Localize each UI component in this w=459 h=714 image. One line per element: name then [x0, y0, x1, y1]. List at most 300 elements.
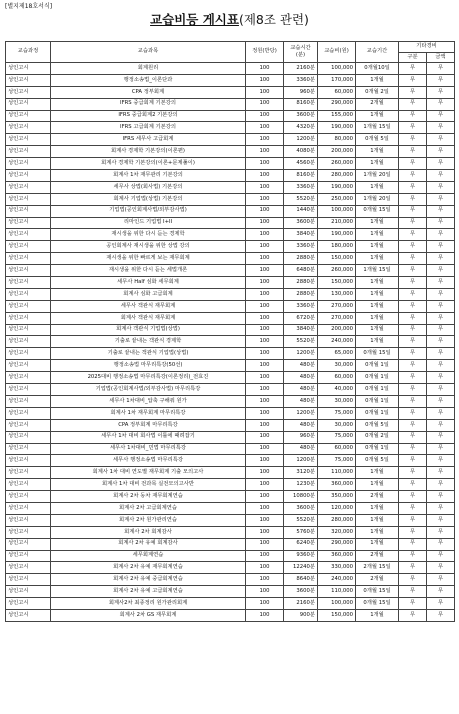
- cell-amount: 무: [427, 407, 455, 419]
- cell-time: 4560분: [284, 158, 318, 170]
- cell-fee: 240,000: [318, 336, 356, 348]
- table-row: [6, 229, 455, 241]
- cell-category: 무: [399, 526, 427, 538]
- cell-category: 무: [399, 384, 427, 396]
- table-row: [6, 526, 455, 538]
- table-row: [6, 443, 455, 455]
- cell-fee: 270,000: [318, 312, 356, 324]
- cell-amount: 무: [427, 538, 455, 550]
- cell-capacity: 100: [246, 502, 284, 514]
- table-row: [6, 288, 455, 300]
- cell-category: 무: [399, 110, 427, 122]
- cell-capacity: 100: [246, 467, 284, 479]
- cell-subject: 회계사 1차 재무관리 기본강의: [51, 170, 246, 182]
- cell-subject: 회계사 객관식 재무회계: [51, 312, 246, 324]
- cell-amount: 무: [427, 241, 455, 253]
- cell-subject: 회계사 2차 유예 재무회계연습: [51, 562, 246, 574]
- cell-process: 성인고시: [6, 158, 51, 170]
- cell-process: 성인고시: [6, 514, 51, 526]
- cell-period: 0개월 5일: [356, 455, 399, 467]
- cell-amount: 무: [427, 479, 455, 491]
- cell-process: 성인고시: [6, 324, 51, 336]
- cell-fee: 30,000: [318, 360, 356, 372]
- cell-fee: 65,000: [318, 348, 356, 360]
- cell-fee: 80,000: [318, 134, 356, 146]
- cell-process: 성인고시: [6, 241, 51, 253]
- cell-amount: 무: [427, 395, 455, 407]
- cell-category: 무: [399, 514, 427, 526]
- cell-capacity: 100: [246, 336, 284, 348]
- cell-subject: IFRS 중급회계2 기본강의: [51, 110, 246, 122]
- cell-time: 3840분: [284, 229, 318, 241]
- header-process: 교습과정: [6, 42, 51, 63]
- cell-amount: 무: [427, 598, 455, 610]
- cell-subject: 회계사 2차 동차 재무회계연습: [51, 491, 246, 503]
- table-row: [6, 336, 455, 348]
- cell-period: 0개월 1일: [356, 407, 399, 419]
- cell-period: 1개월: [356, 467, 399, 479]
- cell-capacity: 100: [246, 170, 284, 182]
- cell-fee: 330,000: [318, 562, 356, 574]
- cell-category: 무: [399, 324, 427, 336]
- cell-capacity: 100: [246, 431, 284, 443]
- cell-process: 성인고시: [6, 538, 51, 550]
- table-row: [6, 384, 455, 396]
- cell-process: 성인고시: [6, 205, 51, 217]
- cell-subject: 회계사 경제학 기본강의(이론+문제풀이): [51, 158, 246, 170]
- cell-time: 480분: [284, 419, 318, 431]
- cell-fee: 130,000: [318, 288, 356, 300]
- table-row: [6, 455, 455, 467]
- fee-table: [5, 41, 455, 622]
- cell-fee: 120,000: [318, 502, 356, 514]
- cell-capacity: 100: [246, 609, 284, 621]
- cell-process: 성인고시: [6, 74, 51, 86]
- cell-fee: 150,000: [318, 253, 356, 265]
- table-row: [6, 538, 455, 550]
- table-row: [6, 146, 455, 158]
- cell-time: 1200분: [284, 455, 318, 467]
- table-row: [6, 324, 455, 336]
- cell-period: 1개월: [356, 217, 399, 229]
- cell-subject: 회계사 2차 고급회계연습: [51, 502, 246, 514]
- cell-time: 1440분: [284, 205, 318, 217]
- cell-amount: 무: [427, 550, 455, 562]
- table-row: [6, 74, 455, 86]
- cell-amount: 무: [427, 491, 455, 503]
- cell-capacity: 100: [246, 146, 284, 158]
- cell-amount: 무: [427, 277, 455, 289]
- cell-fee: 190,000: [318, 181, 356, 193]
- cell-process: 성인고시: [6, 431, 51, 443]
- cell-amount: 무: [427, 265, 455, 277]
- cell-subject: 회계사 2차 GS 재무회계: [51, 609, 246, 621]
- cell-time: 6720분: [284, 312, 318, 324]
- cell-category: 무: [399, 146, 427, 158]
- cell-amount: 무: [427, 419, 455, 431]
- cell-period: 1개월: [356, 538, 399, 550]
- cell-fee: 150,000: [318, 277, 356, 289]
- cell-category: 무: [399, 229, 427, 241]
- cell-capacity: 100: [246, 514, 284, 526]
- page-title: [0, 12, 459, 28]
- table-row: [6, 300, 455, 312]
- cell-capacity: 100: [246, 562, 284, 574]
- cell-process: 성인고시: [6, 419, 51, 431]
- cell-capacity: 100: [246, 110, 284, 122]
- cell-period: 1개월 15일: [356, 122, 399, 134]
- cell-category: 무: [399, 86, 427, 98]
- cell-category: 무: [399, 395, 427, 407]
- cell-time: 2160분: [284, 63, 318, 75]
- table-row: [6, 586, 455, 598]
- table-row: [6, 181, 455, 193]
- table-row: [6, 312, 455, 324]
- cell-fee: 60,000: [318, 443, 356, 455]
- cell-process: 성인고시: [6, 265, 51, 277]
- cell-fee: 110,000: [318, 467, 356, 479]
- cell-capacity: 100: [246, 253, 284, 265]
- cell-subject: IFRS 세무사 고급회계: [51, 134, 246, 146]
- cell-category: 무: [399, 217, 427, 229]
- cell-process: 성인고시: [6, 502, 51, 514]
- cell-process: 성인고시: [6, 360, 51, 372]
- cell-subject: 세무사 행정소송법 마무리특강: [51, 455, 246, 467]
- cell-fee: 30,000: [318, 419, 356, 431]
- cell-period: 0개월 2일: [356, 86, 399, 98]
- cell-capacity: 100: [246, 86, 284, 98]
- cell-process: 성인고시: [6, 491, 51, 503]
- cell-subject: 회계사 객관식 기업법(상법): [51, 324, 246, 336]
- cell-fee: 40,000: [318, 384, 356, 396]
- cell-fee: 260,000: [318, 265, 356, 277]
- cell-period: 1개월: [356, 146, 399, 158]
- table-row: [6, 63, 455, 75]
- cell-fee: 60,000: [318, 372, 356, 384]
- cell-capacity: 100: [246, 407, 284, 419]
- cell-period: 1개월: [356, 253, 399, 265]
- cell-category: 무: [399, 63, 427, 75]
- cell-capacity: 100: [246, 384, 284, 396]
- cell-time: 480분: [284, 360, 318, 372]
- cell-category: 무: [399, 193, 427, 205]
- cell-amount: 무: [427, 205, 455, 217]
- title-main: 교습비등 게시표: [150, 12, 239, 27]
- cell-subject: 세무사 1차대비_압축 구해줘 원가: [51, 395, 246, 407]
- cell-category: 무: [399, 288, 427, 300]
- header-fee: 교습비(원): [318, 42, 356, 63]
- cell-fee: 30,000: [318, 395, 356, 407]
- cell-process: 성인고시: [6, 170, 51, 182]
- cell-period: 1개월: [356, 277, 399, 289]
- cell-amount: 무: [427, 122, 455, 134]
- cell-category: 무: [399, 598, 427, 610]
- cell-time: 1200분: [284, 407, 318, 419]
- cell-period: 1개월: [356, 526, 399, 538]
- cell-process: 성인고시: [6, 277, 51, 289]
- cell-capacity: 100: [246, 455, 284, 467]
- table-row: [6, 348, 455, 360]
- cell-capacity: 100: [246, 395, 284, 407]
- cell-amount: 무: [427, 336, 455, 348]
- cell-category: 무: [399, 134, 427, 146]
- header-subject: 교습과목: [51, 42, 246, 63]
- cell-category: 무: [399, 431, 427, 443]
- cell-fee: 270,000: [318, 300, 356, 312]
- cell-category: 무: [399, 407, 427, 419]
- cell-time: 3600분: [284, 586, 318, 598]
- cell-subject: 회계사 2차 원가관리연습: [51, 514, 246, 526]
- cell-category: 무: [399, 609, 427, 621]
- cell-time: 5760분: [284, 526, 318, 538]
- header-period: 교습기간: [356, 42, 399, 63]
- cell-amount: 무: [427, 586, 455, 598]
- table-row: [6, 574, 455, 586]
- cell-amount: 무: [427, 384, 455, 396]
- cell-amount: 무: [427, 455, 455, 467]
- cell-period: 0개월 2일: [356, 431, 399, 443]
- cell-amount: 무: [427, 253, 455, 265]
- table-row: [6, 86, 455, 98]
- table-row: [6, 598, 455, 610]
- cell-fee: 210,000: [318, 217, 356, 229]
- cell-fee: 100,000: [318, 63, 356, 75]
- cell-category: 무: [399, 479, 427, 491]
- cell-amount: 무: [427, 609, 455, 621]
- cell-category: 무: [399, 455, 427, 467]
- cell-subject: 회계사 2차 회계감사: [51, 526, 246, 538]
- cell-capacity: 100: [246, 277, 284, 289]
- cell-time: 1200분: [284, 348, 318, 360]
- cell-time: 3120분: [284, 467, 318, 479]
- cell-category: 무: [399, 300, 427, 312]
- table-row: [6, 122, 455, 134]
- cell-category: 무: [399, 372, 427, 384]
- cell-category: 무: [399, 336, 427, 348]
- cell-process: 성인고시: [6, 181, 51, 193]
- cell-capacity: 100: [246, 538, 284, 550]
- cell-time: 2880분: [284, 277, 318, 289]
- cell-subject: 회계사 기업법(상법) 기본강의: [51, 193, 246, 205]
- cell-period: 0개월 5일: [356, 419, 399, 431]
- form-number: [별지제18호서식]: [5, 3, 53, 10]
- cell-fee: 360,000: [318, 550, 356, 562]
- cell-subject: 회계사 2차 유예 회계감사: [51, 538, 246, 550]
- cell-period: 1개월: [356, 288, 399, 300]
- cell-period: 0개월 5일: [356, 134, 399, 146]
- cell-capacity: 100: [246, 526, 284, 538]
- cell-amount: 무: [427, 288, 455, 300]
- cell-process: 성인고시: [6, 395, 51, 407]
- cell-capacity: 100: [246, 372, 284, 384]
- cell-time: 3360분: [284, 241, 318, 253]
- cell-process: 성인고시: [6, 300, 51, 312]
- cell-capacity: 100: [246, 324, 284, 336]
- cell-time: 6480분: [284, 265, 318, 277]
- cell-time: 3360분: [284, 181, 318, 193]
- cell-time: 480분: [284, 395, 318, 407]
- cell-time: 4320분: [284, 122, 318, 134]
- cell-process: 성인고시: [6, 146, 51, 158]
- cell-time: 1200분: [284, 134, 318, 146]
- cell-period: 1개월: [356, 158, 399, 170]
- cell-amount: 무: [427, 181, 455, 193]
- cell-category: 무: [399, 122, 427, 134]
- cell-process: 성인고시: [6, 609, 51, 621]
- cell-capacity: 100: [246, 479, 284, 491]
- cell-category: 무: [399, 443, 427, 455]
- cell-period: 0개월10일: [356, 63, 399, 75]
- cell-subject: 회계사2차 최종정리 원가관리회계: [51, 598, 246, 610]
- cell-period: 1개월: [356, 514, 399, 526]
- cell-capacity: 100: [246, 348, 284, 360]
- table-row: [6, 502, 455, 514]
- cell-capacity: 100: [246, 74, 284, 86]
- cell-fee: 190,000: [318, 229, 356, 241]
- cell-period: 0개월 1일: [356, 360, 399, 372]
- cell-capacity: 100: [246, 300, 284, 312]
- cell-process: 성인고시: [6, 384, 51, 396]
- cell-amount: 무: [427, 526, 455, 538]
- cell-amount: 무: [427, 574, 455, 586]
- cell-time: 3360분: [284, 74, 318, 86]
- cell-period: 0개월 1일: [356, 372, 399, 384]
- cell-fee: 110,000: [318, 586, 356, 598]
- cell-amount: 무: [427, 300, 455, 312]
- table-row: [6, 265, 455, 277]
- cell-fee: 200,000: [318, 146, 356, 158]
- cell-category: 무: [399, 158, 427, 170]
- table-row: [6, 98, 455, 110]
- cell-time: 3600분: [284, 502, 318, 514]
- table-row: [6, 241, 455, 253]
- cell-period: 1개월: [356, 300, 399, 312]
- cell-capacity: 100: [246, 205, 284, 217]
- cell-time: 6240분: [284, 538, 318, 550]
- cell-time: 960분: [284, 86, 318, 98]
- cell-subject: 회계사 경제학 기본강의(이론편): [51, 146, 246, 158]
- cell-category: 무: [399, 74, 427, 86]
- table-row: [6, 491, 455, 503]
- cell-period: 0개월 1일: [356, 443, 399, 455]
- cell-subject: 회계사 2차 유예 고급회계연습: [51, 586, 246, 598]
- cell-amount: 무: [427, 467, 455, 479]
- table-row: [6, 550, 455, 562]
- cell-capacity: 100: [246, 98, 284, 110]
- cell-period: 0개월 15일: [356, 586, 399, 598]
- cell-category: 무: [399, 562, 427, 574]
- cell-time: 5520분: [284, 336, 318, 348]
- cell-subject: CPA 정부회계 마무리특강: [51, 419, 246, 431]
- cell-subject: 회계사 1차 재무회계 마무리특강: [51, 407, 246, 419]
- cell-amount: 무: [427, 170, 455, 182]
- cell-amount: 무: [427, 348, 455, 360]
- cell-subject: 재시생을 위한 다시 듣는 세법개론: [51, 265, 246, 277]
- cell-fee: 190,000: [318, 122, 356, 134]
- cell-process: 성인고시: [6, 229, 51, 241]
- cell-subject: 기출로 끝내는 객관식 기업법(상법): [51, 348, 246, 360]
- cell-category: 무: [399, 574, 427, 586]
- cell-period: 1개월: [356, 74, 399, 86]
- cell-time: 5520분: [284, 514, 318, 526]
- cell-fee: 100,000: [318, 598, 356, 610]
- cell-period: 0개월 1일: [356, 395, 399, 407]
- cell-time: 8160분: [284, 98, 318, 110]
- cell-process: 성인고시: [6, 586, 51, 598]
- cell-capacity: 100: [246, 586, 284, 598]
- cell-capacity: 100: [246, 312, 284, 324]
- cell-amount: 무: [427, 110, 455, 122]
- cell-capacity: 100: [246, 134, 284, 146]
- cell-category: 무: [399, 312, 427, 324]
- cell-fee: 170,000: [318, 74, 356, 86]
- cell-time: 2160분: [284, 598, 318, 610]
- cell-time: 2880분: [284, 253, 318, 265]
- cell-period: 1개월: [356, 312, 399, 324]
- cell-amount: 무: [427, 229, 455, 241]
- cell-category: 무: [399, 277, 427, 289]
- cell-period: 1개월: [356, 110, 399, 122]
- cell-period: 2개월: [356, 98, 399, 110]
- cell-time: 9360분: [284, 550, 318, 562]
- cell-process: 성인고시: [6, 110, 51, 122]
- cell-fee: 290,000: [318, 98, 356, 110]
- cell-period: 2개월: [356, 491, 399, 503]
- cell-process: 성인고시: [6, 336, 51, 348]
- cell-time: 1230분: [284, 479, 318, 491]
- table-row: [6, 372, 455, 384]
- cell-time: 3600분: [284, 217, 318, 229]
- cell-process: 성인고시: [6, 467, 51, 479]
- cell-subject: 행정소송법_이론단과: [51, 74, 246, 86]
- cell-capacity: 100: [246, 419, 284, 431]
- cell-period: 2개월: [356, 550, 399, 562]
- cell-process: 성인고시: [6, 288, 51, 300]
- cell-capacity: 100: [246, 122, 284, 134]
- title-sub: (제8조 관련): [238, 12, 309, 27]
- cell-amount: 무: [427, 146, 455, 158]
- table-row: [6, 253, 455, 265]
- cell-subject: 기출로 끝내는 객관식 경제학: [51, 336, 246, 348]
- cell-subject: 기업법(공인회계사법/외부감사법) 마무리특강: [51, 384, 246, 396]
- header-time: [284, 42, 318, 63]
- cell-period: 0개월 15일: [356, 348, 399, 360]
- cell-time: 10800분: [284, 491, 318, 503]
- cell-fee: 320,000: [318, 526, 356, 538]
- cell-amount: 무: [427, 86, 455, 98]
- cell-time: 12240분: [284, 562, 318, 574]
- cell-process: 성인고시: [6, 86, 51, 98]
- cell-time: 960분: [284, 431, 318, 443]
- cell-process: 성인고시: [6, 479, 51, 491]
- cell-subject: 세무사 1차대비_민법 마무리특강: [51, 443, 246, 455]
- cell-period: 1개월 15일: [356, 265, 399, 277]
- cell-fee: 250,000: [318, 193, 356, 205]
- cell-time: 3360분: [284, 300, 318, 312]
- header-category: 구분: [399, 53, 427, 63]
- cell-capacity: 100: [246, 443, 284, 455]
- cell-capacity: 100: [246, 574, 284, 586]
- cell-time: 900분: [284, 609, 318, 621]
- cell-period: 1개월: [356, 336, 399, 348]
- cell-category: 무: [399, 348, 427, 360]
- cell-subject: 세무사 1차 대비 회사법 이틀에 때려잡기: [51, 431, 246, 443]
- cell-subject: 세무사 객관식 재무회계: [51, 300, 246, 312]
- cell-subject: 기업법(공인회계사법/외부감사법): [51, 205, 246, 217]
- table-row: [6, 431, 455, 443]
- cell-category: 무: [399, 241, 427, 253]
- cell-fee: 290,000: [318, 538, 356, 550]
